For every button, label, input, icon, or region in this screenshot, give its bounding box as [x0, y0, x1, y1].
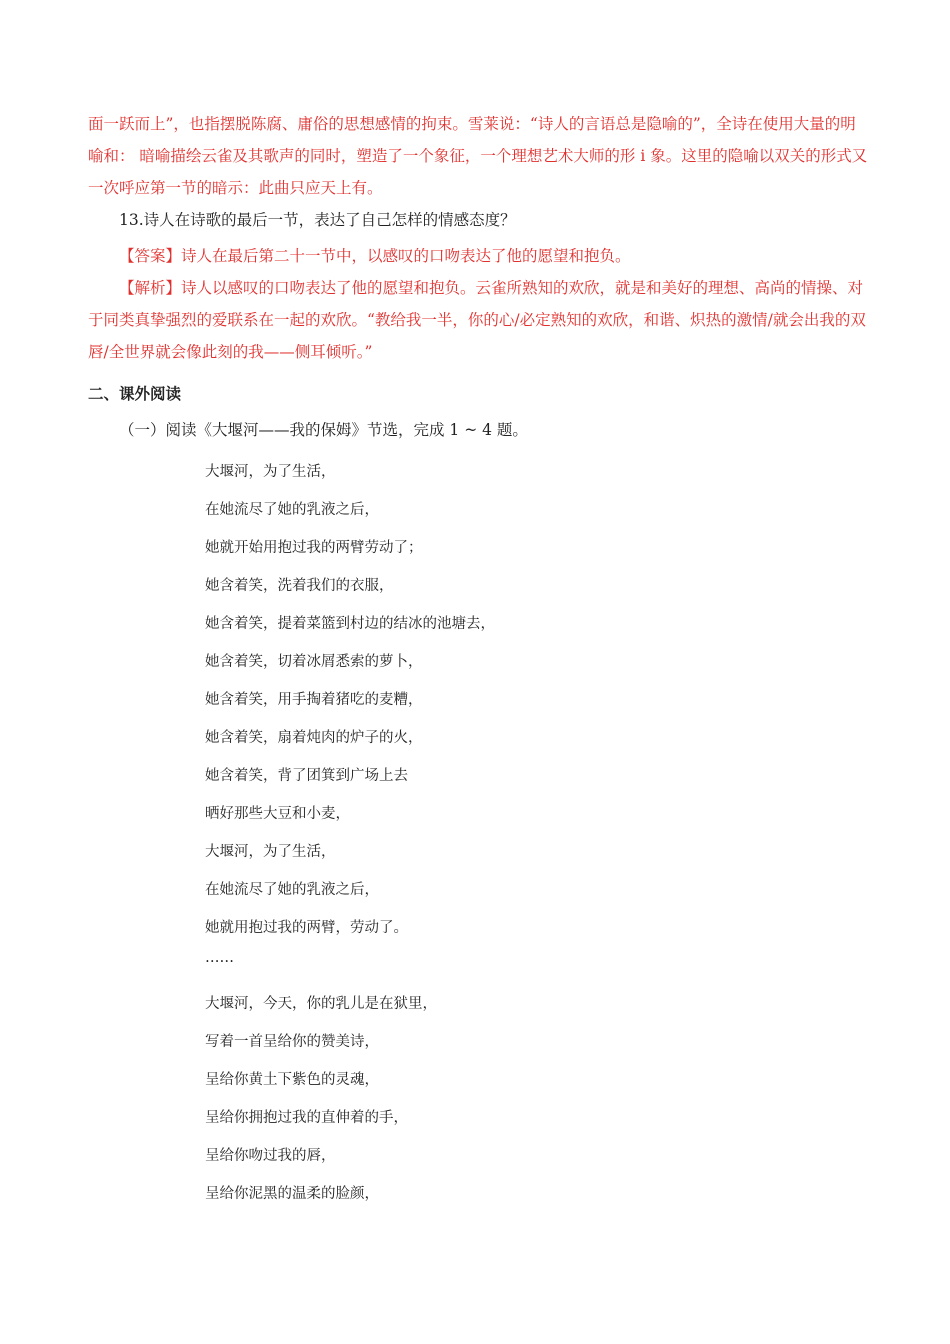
poem-line: 她就开始用抱过我的两臂劳动了；: [205, 540, 423, 556]
poem-line: 大堰河，为了生活，: [205, 464, 336, 480]
poem-line: 在她流尽了她的乳液之后，: [205, 502, 379, 518]
poem-line: 她含着笑，提着菜篮到村边的结冰的池塘去，: [205, 616, 495, 632]
poem-line: 她含着笑，扇着炖肉的炉子的火，: [205, 730, 423, 746]
poem-line: 大堰河，为了生活，: [205, 844, 336, 860]
poem-line: 她含着笑，洗着我们的衣服，: [205, 578, 394, 594]
poem-line: 她含着笑，用手掏着猪吃的麦糟，: [205, 692, 423, 708]
answer-text: 诗人在最后第二十一节中，以感叹的口吻表达了他的愿望和抱负。: [181, 247, 631, 265]
poem-ellipsis: ……: [205, 950, 234, 966]
answer-tag: 【答案】: [119, 247, 182, 265]
poem-line: 她就用抱过我的两臂，劳动了。: [205, 920, 408, 936]
poem-line: 大堰河，今天，你的乳儿是在狱里，: [205, 996, 437, 1012]
analysis-text: 诗人以感叹的口吻表达了他的愿望和抱负。云雀所熟知的欢欣，就是和美好的理想、高尚的情操、对于同类真挚强烈的爱联系在一起的欢欣。“教给我一半，你的心/必定熟知的欢欣，和谐、炽热的激情/就会出我的双唇/全世界就会像此刻的我——侧耳倾听。”: [88, 279, 866, 361]
analysis-tag: 【解析】: [119, 279, 182, 297]
poem-line: 她含着笑，背了团箕到广场上去: [205, 768, 408, 784]
poem-line: 在她流尽了她的乳液之后，: [205, 882, 379, 898]
reading-intro: （一）阅读《大堰河——我的保姆》节选，完成 1 ~ 4 题。: [119, 421, 528, 439]
poem-line: 晒好那些大豆和小麦，: [205, 806, 350, 822]
poem-line: 呈给你黄土下紫色的灵魂，: [205, 1072, 379, 1088]
poem-line: 呈给你吻过我的唇，: [205, 1148, 336, 1164]
analysis-continued-paragraph: 面一跃而上”，也指摆脱陈腐、庸俗的思想感情的拘束。雪莱说：“诗人的言语总是隐喻的”，全诗在使用大量的明喻和： 暗喻描绘云雀及其歌声的同时，塑造了一个象征，一个理想艺术大师的形 i 象。这里的隐喻以双关的形式又一次呼应第一节的暗示：此曲只应天上有。: [88, 115, 868, 197]
poem-line: 她含着笑，切着冰屑悉索的萝卜，: [205, 654, 423, 670]
analysis-13: [88, 272, 868, 368]
question-13: 13.诗人在诗歌的最后一节，表达了自己怎样的情感态度？: [119, 211, 516, 229]
poem-line: 呈给你拥抱过我的直伸着的手，: [205, 1110, 408, 1126]
answer-13: [88, 240, 868, 272]
poem-line: 写着一首呈给你的赞美诗，: [205, 1034, 379, 1050]
poem-line: 呈给你泥黑的温柔的脸颜，: [205, 1186, 379, 1202]
section-heading: 二、课外阅读: [88, 385, 182, 403]
